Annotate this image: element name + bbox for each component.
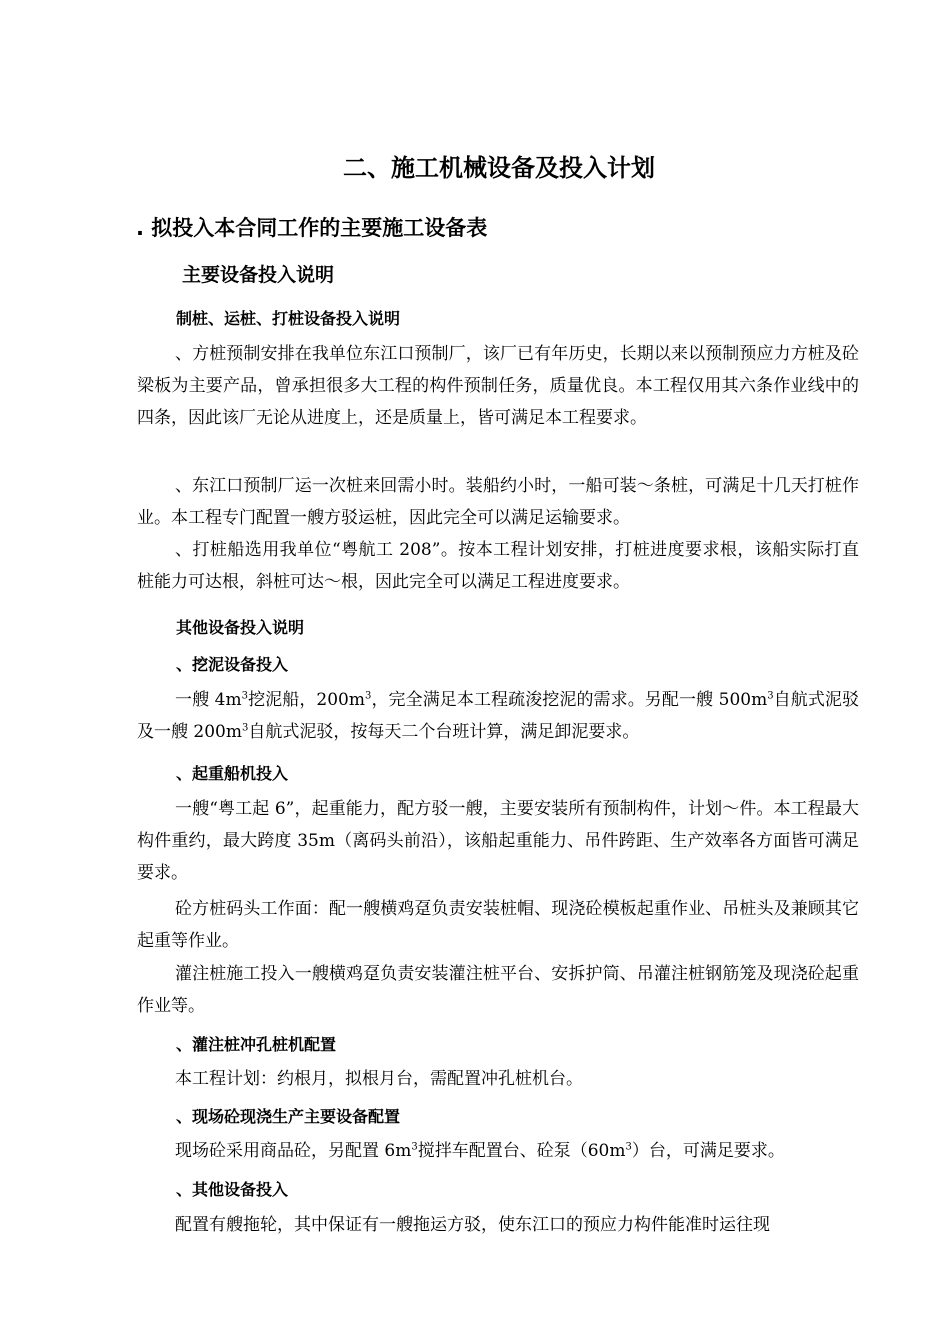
paragraph-piling-barge: 、打桩船选用我单位“粤航工 208”。按本工程计划安排，打桩进度要求根，该船实际打直桩能力可达根，斜桩可达～根，因此完全可以满足工程进度要求。 [137, 540, 859, 592]
paragraph-pile-transport: 、东江口预制厂运一次桩来回需小时。装船约小时，一船可装～条桩，可满足十几天打桩作业。本工程专门配置一艘方驳运桩，因此完全可以满足运输要求。 [137, 476, 859, 528]
section-heading: . 拟投入本合同工作的主要施工设备表 [136, 216, 488, 240]
paragraph-crane-ship: 一艘“粤工起 6”，起重能力，配方驳一艘，主要安装所有预制构件，计划～件。本工程最大构件重约，最大跨度 35m（离码头前沿），该船起重能力、吊件跨距、生产效率各方面皆可满足要求。 [137, 799, 859, 883]
concrete-text-2: 搅拌车配置台、砼泵（60m [417, 1141, 626, 1161]
dredge-text-2: 挖泥船，200m [247, 690, 365, 710]
paragraph-precast-yard: 、方桩预制安排在我单位东江口预制厂，该厂已有年历史，长期以来以预制预应力方桩及砼梁板为主要产品，曾承担很多大工程的构件预制任务，质量优良。本工程仅用其六条作业线中的四条，因此该厂无论从进度上，还是质量上，皆可满足本工程要求。 [137, 344, 859, 428]
subsection-heading: 主要设备投入说明 [182, 264, 335, 286]
paragraph-dredging [137, 684, 859, 748]
superscript-3: 3 [767, 690, 774, 702]
concrete-text-3: ）台，可满足要求。 [631, 1141, 785, 1161]
superscript-3: 3 [364, 690, 372, 702]
dredge-text-1: 一艘 4m [175, 690, 242, 710]
dredge-text-4: 自航式泥驳及一艘 200m [137, 690, 860, 742]
crane-heading: 、起重船机投入 [176, 764, 289, 783]
paragraph-bore-rig: 本工程计划：约根月，拟根月台，需配置冲孔桩机台。 [175, 1069, 583, 1089]
superscript-3: 3 [241, 722, 249, 734]
page-title: 二、施工机械设备及投入计划 [343, 154, 655, 182]
paragraph-bored-pile: 灌注桩施工投入一艘横鸡趸负责安装灌注桩平台、安拆护筒、吊灌注桩钢筋笼及现浇砼起重作业等。 [137, 964, 859, 1016]
concrete-heading: 、现场砼现浇生产主要设备配置 [176, 1107, 401, 1126]
paragraph-tugboats: 配置有艘拖轮，其中保证有一艘拖运方驳，使东江口的预应力构件能准时运往现 [175, 1215, 770, 1235]
superscript-3: 3 [625, 1141, 632, 1153]
other-equipment-heading: 其他设备投入说明 [176, 618, 305, 637]
superscript-3: 3 [241, 690, 248, 702]
concrete-text-1: 现场砼采用商品砼，另配置 6m [175, 1141, 412, 1161]
pile-equipment-heading: 制桩、运桩、打桩设备投入说明 [176, 309, 401, 328]
dredge-text-3: ，完全满足本工程疏浚挖泥的需求。另配一艘 500m [371, 690, 768, 710]
superscript-3: 3 [411, 1141, 418, 1153]
misc-equipment-heading: 、其他设备投入 [176, 1180, 289, 1199]
dredge-text-5: 自航式泥驳，按每天二个台班计算，满足卸泥要求。 [248, 722, 640, 742]
paragraph-square-pile-wharf: 砼方桩码头工作面：配一艘横鸡趸负责安装桩帽、现浇砼模板起重作业、吊桩头及兼顾其它起重等作业。 [137, 899, 859, 951]
paragraph-concrete [137, 1135, 859, 1167]
bore-rig-heading: 、灌注桩冲孔桩机配置 [176, 1035, 337, 1054]
dredging-heading: 、挖泥设备投入 [176, 655, 289, 674]
